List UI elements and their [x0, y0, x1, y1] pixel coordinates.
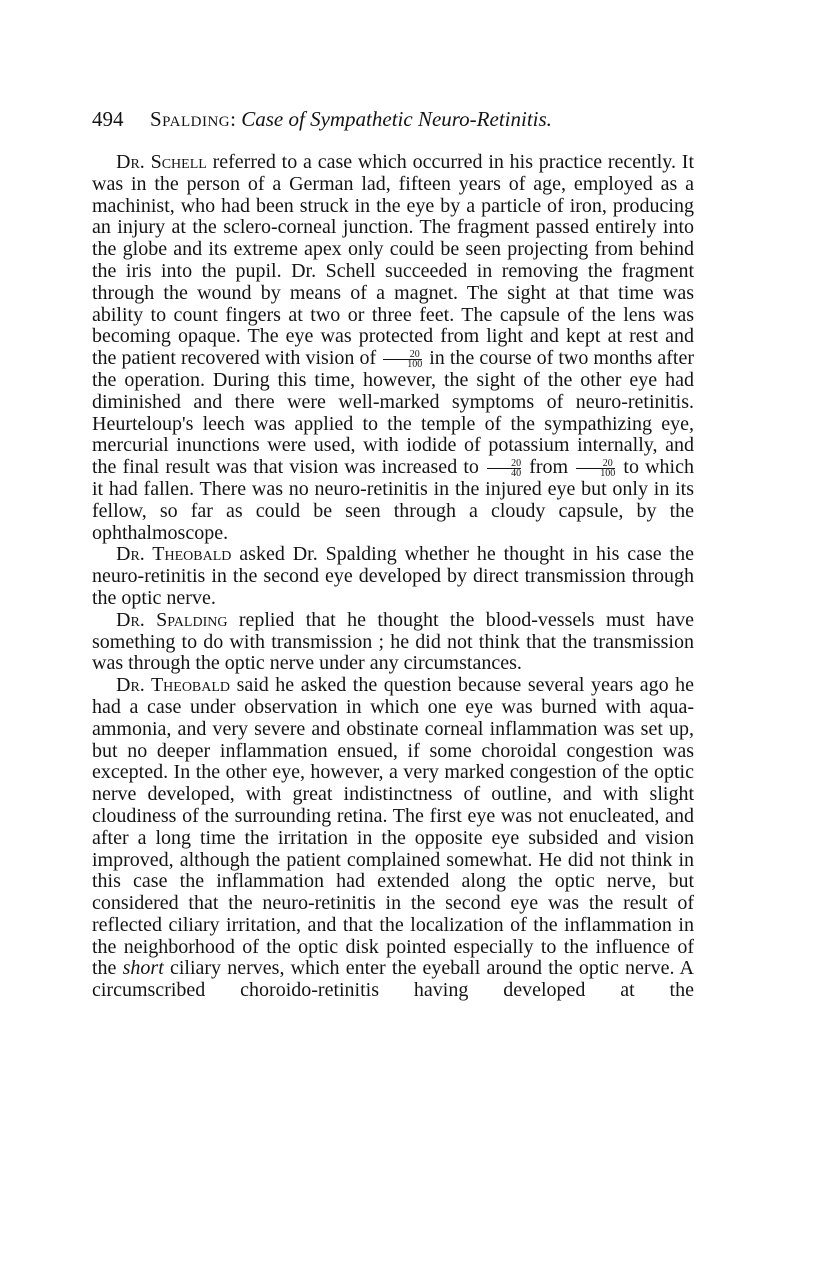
fraction-numerator: 20	[409, 349, 420, 361]
running-head-separator: :	[230, 107, 236, 131]
paragraph-text: said he asked the question because several years ago he had a case under observation in which one eye was burned with aqua-ammonia, and very severe and obstinate corneal inflammation was set up, but no deeper inflammation ensued, if some choroidal congestion was excepted. In the other eye, however, a very marked congestion of the optic nerve developed, with great indistinctness of outline, and with slight cloudiness of the surrounding retina. The first eye was not enucleated, and after a long time the irritation in the opposite eye subsided and vision improved, although the patient complained somewhat. He did not think in this case the inflammation had extended along the optic nerve, but considered that the neuro-retinitis in the second eye was the result of reflected ciliary irritation, and that the localization of the inflammation in the neighborhood of the optic disk pointed especially to the influence of the	[92, 674, 694, 980]
paragraph-schell	[92, 152, 694, 544]
paragraph-text: in the course of two months after the operation. During this time, however, the sight of the other eye had diminished and there were well-marked symptoms of neuro-retinitis. Heurteloup's leech was applied to the temple of the sympathizing eye, mercurial inunctions were used, with iodide of potassium internally, and the final result was that vision was increased to	[92, 347, 694, 479]
paragraph-theobald-case	[92, 675, 694, 1002]
paragraph-theobald-question	[92, 544, 694, 609]
speaker-name: Dr. Spalding	[116, 608, 228, 631]
paragraph-spalding-reply	[92, 610, 694, 675]
paragraph-text: to which it had fallen. There was no neuro-retinitis in the injured eye but only in its fellow, so far as could be seen through a cloudy capsule, by the ophthalmoscope.	[92, 456, 694, 544]
running-head	[92, 104, 694, 134]
speaker-name: Dr. Theobald	[116, 674, 231, 697]
fraction-vision	[383, 350, 422, 369]
fraction-denominator: 40	[487, 468, 521, 478]
fraction-vision	[576, 459, 615, 478]
running-head-author: Spalding	[150, 107, 231, 131]
running-head-title: Case of Sympathetic Neuro-Retinitis.	[241, 107, 552, 131]
fraction-numerator: 20	[511, 458, 522, 470]
fraction-denominator: 100	[383, 359, 422, 369]
page-number: 494	[92, 107, 124, 131]
speaker-name: Dr. Theobald	[116, 543, 232, 566]
paragraph-text: referred to a case which occurred in his practice recently. It was in the person of a German lad, fifteen years of age, employed as a machinist, who had been struck in the eye by a particle of iron, producing an injury at the sclero-corneal junction. The fragment passed entirely into the globe and its extreme apex only could be seen projecting from behind the iris into the pupil. Dr. Schell succeeded in removing the fragment through the wound by means of a magnet. The sight at that time was ability to count fingers at two or three feet. The capsule of the lens was becoming opaque. The eye was protected from light and kept at rest and the patient recovered with vision of	[92, 151, 694, 370]
book-page	[92, 104, 694, 1002]
paragraph-text: asked Dr. Spalding whether he thought in his case the neuro-retinitis in the second eye developed by direct transmission through the optic nerve.	[92, 543, 694, 609]
fraction-denominator: 100	[576, 468, 615, 478]
fraction-vision	[487, 459, 521, 478]
emphasis-short: short	[122, 957, 164, 980]
fraction-numerator: 20	[602, 458, 613, 470]
speaker-name: Dr. Schell	[116, 151, 207, 173]
paragraph-text: from	[523, 456, 575, 479]
paragraph-text: ciliary nerves, which enter the eyeball around the optic nerve. A circumscribed choroido-retinitis having developed at the	[92, 957, 694, 1002]
paragraph-text: replied that he thought the blood-vessels must have something to do with transmission ; he did not think that the transmission was through the optic nerve under any circumstances.	[92, 608, 695, 675]
